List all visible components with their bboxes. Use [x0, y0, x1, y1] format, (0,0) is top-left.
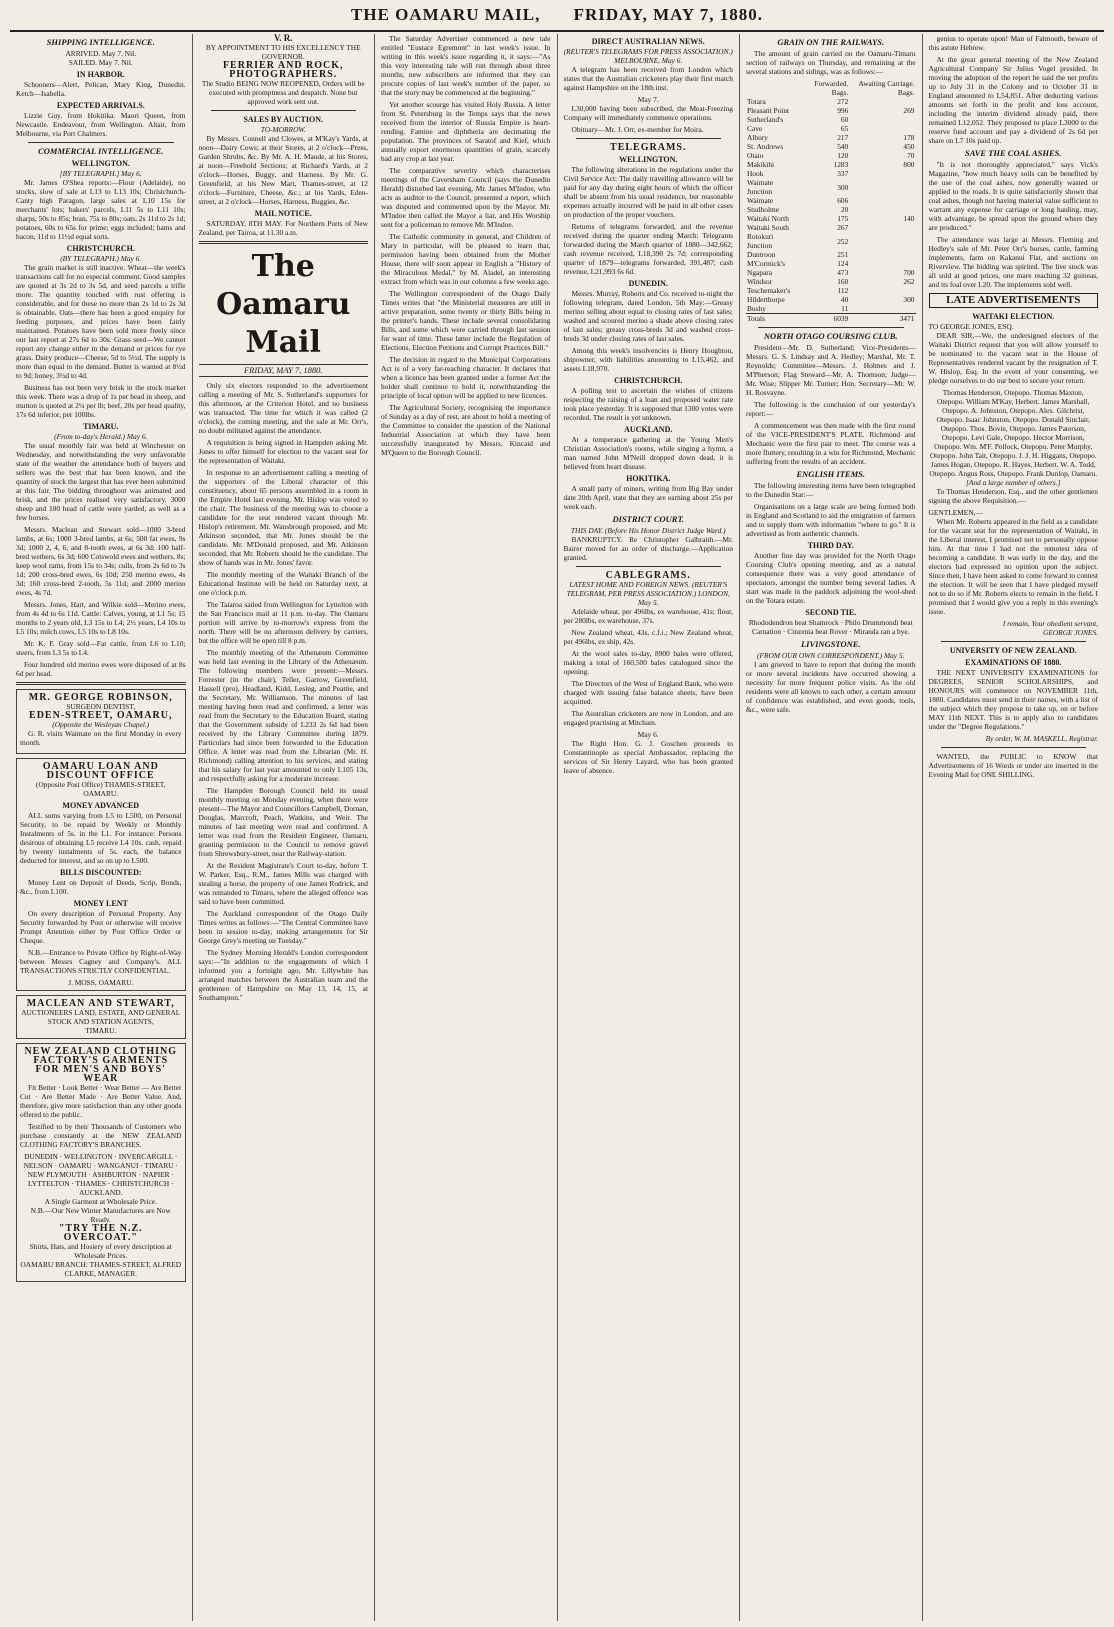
news-p7: The Agricultural Society, recognising the importance of Sunday as a day of rest, are about to hold a meeting of the Committee to consider the question of the National Industrial Association at which they have been successfully inaugurated by Messrs. Kincaid and M'Queen to the Borough Council.	[381, 403, 551, 457]
editorial-p4: The monthly meeting of the Waitaki Branch of the Educational Institute will be held on Saturday next, at one o'clock p.m.	[198, 570, 368, 597]
grain-row	[746, 196, 916, 205]
auction-body: By Messrs. Connell and Clowes, at M'Kay's Yards, at noon—Dairy Cows; at their Stores, at 2 o'clock—Press, Garden Shrubs, &c. By Mr. A. H. Maude, at his Stores, at noon—Freehold Sections; at Richard's Yards, at 2 o'clock—Horses, Buggy, and Harness. By Mr. G. Greenfield, at his New Mart, Thames-street, at 12 o'clock—Furniture, Cheese, &c.; at his Yards, Eden-street, at 2 o'clock—Horses, Harness, Buggies, &c.	[198, 134, 368, 206]
timaru-text-3: Messrs. Jones, Hart, and Wilkie sold—Merino ewes, from 4s 4d to 6s 11d. Cattle: Calves, young, at L1 5s; 15 months to 2 years old, L3 15s to L4; 2½ years, L4 10s to L5 10s; milch cows, L5 10s to L8 10s.	[16, 600, 186, 636]
loan-advertisement	[16, 758, 186, 991]
grain-row	[746, 160, 916, 169]
maclean-title: MACLEAN AND STEWART,	[26, 998, 175, 1009]
money-heading: MONEY LENT	[73, 899, 128, 908]
grain-row	[746, 268, 916, 277]
timaru-text-2: Messrs. Maclean and Stewart sold—1000 3-bred lambs, at 6s; 1000 3-bred lambs, at 6s; 500 fat ewes, 9s 3d; 1000 2, 4, 6, and 8-tooth ewes, at 6s 3d; 100 half-bred wethers, 6s 3d; 600 Cotswold ewes and wethers, 8s; keep wool rams, from 15s to 34s; culls, from 2s 6d to 3s 1d; 200 cross-bred ewes, 6s 10d; 250 merino ewes, 4s 3d; 160 cross-bred 2-tooth, 5s 11d; and 2000 merino ewes, 4s 7d.	[16, 525, 186, 597]
grain-row	[746, 205, 916, 214]
grain-station: Makikihi	[747, 160, 775, 169]
third-day-p1: Another fine day was provided for the North Otago Coursing Club's opening meeting, and as a natural consequence there was a very good attendance of spectators, amongst the number being several ladies. A start was made in the paddock adjoining the wool-shed on the Totara estate.	[746, 551, 916, 605]
loan-signature: J. MOSS, OAMARU.	[68, 978, 134, 987]
editorial-p7: The Hampden Borough Council held its usual monthly meeting on Monday evening, when there were present—The Mayor and Councillors Campbell, Dornan, Douglas, Marcroft, Peach, Watkins, and Weir. The minutes of last meeting were read and confirmed. A letter was read from the Resident Engineer, Oamaru, granting permission to the Council to remove gravel from Shrewsbury-street, near the Railway-station.	[198, 786, 368, 858]
christchurch-sub: (BY TELEGRAPH.) May 6.	[60, 254, 142, 263]
timaru-heading: TIMARU.	[83, 422, 119, 431]
grain-forwarded: 267	[837, 223, 849, 232]
loan-body: ALL sums varying from L5 to L500, on Personal Security, to be repaid by Weekly or Monthly Instalments of 5s. in the L1. For instance: Persons desirous of obtaining L5 receive L4 10s. cash, repaid by twenty instalments of 5s. each, the balance deducted for interest, and so on up to L500.	[20, 811, 182, 865]
district-court-heading: DISTRICT COURT.	[612, 514, 684, 524]
grain-forwarded: 217	[837, 133, 849, 142]
editorial-p1: Only six electors responded to the advertisement calling a meeting of Mr. S. Sutherland's supporters for this afternoon, at the Criterion Hotel, and no business was transacted. The time for which it was called (2 o'clock), the coming meeting, and the sale at Mr. Orr's, no doubt militated against the attendance.	[198, 381, 368, 435]
grain-station: Hilderthorpe	[747, 295, 785, 304]
grain-awaiting	[849, 250, 915, 259]
grain-awaiting	[849, 304, 915, 314]
grain-forwarded: 65	[840, 124, 849, 133]
editorial-p10: The Sydney Morning Herald's London correspondent says:—"In addition to the engagements of which I informed you a fortnight ago, Mr. Lillywhite has arranged matches between the Australian team and the gentlemen of Hampshire on May 13, 14, 15, at Southampton."	[198, 948, 368, 1002]
dateline: FRIDAY, MAY 7, 1880.	[199, 364, 369, 377]
grain-forwarded: 11	[841, 304, 849, 313]
grain-row	[746, 124, 916, 133]
maclean-town: TIMARU.	[85, 1026, 117, 1035]
grain-row	[746, 232, 916, 250]
photo-title: FERRIER AND ROCK, PHOTOGRAPHERS.	[222, 60, 344, 80]
column-3	[375, 34, 558, 1621]
tel-hokitika-heading: HOKITIKA.	[626, 474, 671, 483]
news-p5: The Wellington correspondent of the Otago Daily Times writes that "the Ministerial measures are still in active preparation, some twenty or thirty Bills being in the printer's hands. These include several consolidating Bills, and some which were carried through last session for want of time. These latter include the Regulation of Elections, Election Petitions and Corrupt Practices Bill."	[381, 289, 551, 352]
christchurch-text: The grain market is still inactive. Wheat—the week's transactions call for no especial comment. Good samples are quoted at 3s 2d to 3s 5d, and seed parcels a trifle more. The quantity touched with rust offering is considerable, and for these no more than 2s 1d to 2s 3d is obtainable. Oats—there has been a good enquiry for feeding purposes, and prices have been fairly maintained. Potatoes have been sold more freely since our last report at 27s 6d to 30s. Grass seed—We cannot report any change either in the demand or prices for rye grass. Dairy produce—Cheese, 5d to 5½d. The supply is more than equal to the demand. Butter is wanted at 8½d to 9d; honey, 3½d to 4d.	[16, 263, 186, 380]
grain-total-awaiting: 3471	[849, 314, 915, 324]
divider	[758, 327, 904, 328]
grain-awaiting: 300	[903, 295, 915, 304]
district-court-text: BANKRUPTCY. Re Christopher Galbraith.—Mr. Bairer moved for an order of discharge.—Application granted.	[563, 535, 733, 562]
grain-awaiting: 269	[903, 106, 915, 115]
grain-header-row	[746, 79, 916, 97]
expected-text: Lizzie Guy, from Hokitika. Maori Queen, from Newcastle. Endeavour, from Wellington. Altair, from Melbourne, via Port Chalmers.	[16, 111, 186, 138]
editorial-p3: In response to an advertisement calling a meeting of the supporters of the Liberal character of this constituency, about 65 persons assembled in a room in the Empire Hotel last evening. Mr. Hislop was voted to the chair. The business of the meeting was to choose a candidate for the seat rendered vacant through Mr. Hislop's retirement. Mr. Wansbrough proposed, and Mr. Atkinson seconded, that Mr. Jones should be the candidate. Mr. M'Donald proposed, and Mr. Atkinson seconded, that Mr. Roberts should be the candidate. The show of hands was in Mr. Jones' favor.	[198, 468, 368, 567]
grain-row	[746, 304, 916, 314]
bills-heading: BILLS DISCOUNTED:	[59, 868, 142, 877]
grain-forwarded: 40	[840, 295, 849, 304]
waitaki-election-heading: WAITAKI ELECTION.	[972, 312, 1055, 321]
grain-forwarded: 20	[840, 205, 849, 214]
clothing-wholesale: A Single Garment at Wholesale Price.	[44, 1197, 157, 1206]
cable-p2: New Zealand wheat, 43s, c.f.i.; New Zealand wheat, per 496lbs, ex ship, 42s.	[563, 628, 733, 646]
shipping-heading: SHIPPING INTELLIGENCE.	[46, 37, 155, 47]
clothing-testified: Testified to by their Thousands of Customers who purchase constantly at the NEW ZEALAND CLOTHING FACTORY'S BRANCHES.	[20, 1122, 182, 1149]
divider	[941, 641, 1087, 642]
signatories: Thomas Henderson, Otepopo. Thomas Maxton, Otepopo. William M'Kay, Herbert. James Marshall, Otepopo. A. Johnston, Otepopo. Alex. Gilchrist, Otepopo. Isaac Johnston, Otepopo. Donald Sinclair, Otepopo. Thos. Bovie, Otepopo. James Paterson, Otepopo. Levi Gale, Otepopo. Hector Morrison, Otepopo. Wm. M'F. Pollock, Otepopo. Peter Murphy, Otepopo. John Tait, Otepopo. J. J. H. Higgans, Otepopo. James Hogan, Otepopo. R. Hayes, Herbert. W. A. Todd, Otepopo. Angus Ross, Otepopo. Frank Dunlop, Oamaru.	[929, 388, 1098, 478]
second-tie-heading: SECOND TIE.	[805, 608, 857, 617]
grain-row	[746, 142, 916, 151]
masthead-paper: THE OAMARU MAIL,	[351, 5, 541, 24]
christchurch-heading: CHRISTCHURCH.	[66, 244, 135, 253]
divider	[576, 138, 722, 139]
divider	[16, 682, 186, 685]
grain-forwarded: 300	[837, 182, 849, 192]
reply-text: When Mr. Roberts appeared in the field as a candidate for the vacant seat for the representation of Waitaki, in the Liberal interest, I promised not to personally oppose him. At that time I had not the remotest idea of becoming a candidate. It was early in the day, and the electors had expressed no opinion upon the subject. Since then, I have been asked to come forward to contest the election. It will be seen that I have pledged myself not to do so if Mr. Roberts elects to remain in the field. I promised that I would give you a reply in this evening's issue.	[928, 517, 1098, 616]
dentist-advertisement	[16, 689, 186, 754]
reply-to: To Thomas Henderson, Esq., and the other gentlemen signing the above Requisition.—	[928, 487, 1098, 505]
tel-wellington-text: The following alterations in the regulations under the Civil Service Act: The daily travelling allowance will be paid for any day during eight hours of which the officer shall be absent from his usual residence, but reasonable expenses actually incurred will be paid in all other cases on production of the proper vouchers.	[563, 165, 733, 219]
loan-sub: MONEY ADVANCED	[62, 801, 140, 810]
grain-station: Waimate Junction	[747, 178, 774, 196]
cable-date2: May 6.	[637, 730, 659, 739]
auction-heading: SALES BY AUCTION.	[243, 115, 323, 124]
grain-row	[746, 97, 916, 106]
auction-sub: TO-MORROW.	[260, 125, 306, 134]
english-p2: Organisations on a large scale are being formed both in England and Scotland to aid the emigration of farmers and to supply them with information "where to go." It is advertised as from authentic channels.	[746, 502, 916, 538]
tel-returns-text: Returns of telegrams forwarded, and the revenue received during the quarter ending March: Telegrams forwarded during the March quarter of 1880—342,662; cash revenue received, L18,390 2s 7d; corresponding quarter of 1879—telegrams forwarded, 391,487; cash revenue, L21,993 6s 6d.	[563, 222, 733, 276]
cablegrams-sub: LATEST HOME AND FOREIGN NEWS. (REUTER'S TELEGRAM, PER PRESS ASSOCIATION.) LONDON, May 5.	[566, 580, 730, 607]
requisition-text: DEAR SIR,—We, the undersigned electors of the Waitaki District request that you will allow yourself to be nominated to the vacant seat in the House of Representatives rendered vacant by the resignation of T. W. Hislop, Esq. In the event of your consenting, we pledge ourselves to do our best to secure your return.	[928, 331, 1098, 385]
grain-awaiting: 262	[903, 277, 915, 286]
expected-heading: EXPECTED ARRIVALS.	[56, 101, 145, 110]
news-p4: The Catholic community in general, and Children of Mary in particular, will be pleased to learn that, permission having been obtained from the Mother House, there will soon appear in English a "History of the Miraculous Medal," by M. Aladel, an interesting extract from which was in our columns a few weeks ago.	[381, 232, 551, 286]
district-court-sub: THIS DAY. (Before His Honor District Judge Ward.)	[570, 526, 726, 535]
clothing-overcoat: "TRY THE N.Z. OVERCOAT."	[58, 1223, 143, 1243]
grain-forwarded: 540	[837, 142, 849, 151]
tel-auckland-text: At a temperance gathering at the Young Men's Christian Association's rooms, while singing a hymn, a man named John M'Neill dropped down dead, it is believed from heart disease.	[563, 435, 733, 471]
wellington-heading: WELLINGTON.	[71, 159, 130, 168]
tel-wellington-heading: WELLINGTON.	[619, 155, 678, 164]
grain-station: Waimate	[747, 196, 774, 205]
addressee: TO GEORGE JONES, ESQ.	[928, 322, 1014, 331]
clothing-advertisement	[16, 1043, 186, 1282]
grain-row	[746, 277, 916, 286]
cable-p4: The Directors of the West of England Bank, who were charged with issuing false balance sheets, have been acquitted.	[563, 679, 733, 706]
bills-text: Money Lent on Deposit of Deeds, Scrip, Bonds, &c., from L100.	[20, 878, 182, 896]
grain-row	[746, 151, 916, 160]
grain-total-label: Totals	[746, 314, 799, 324]
tel-dunedin-text-2: Among this week's insolvencies is Henry Houghton, shipowner, with liabilities amounting to L15,462, and assets L18,970.	[563, 346, 733, 373]
column-5	[740, 34, 923, 1621]
photo-appointment: BY APPOINTMENT TO HIS EXCELLENCY THE GOVERNOR.	[205, 43, 361, 61]
grain-station: Albury	[747, 133, 768, 142]
direct-date2: May 7.	[637, 95, 659, 104]
divider	[211, 110, 357, 111]
timaru-text: The usual monthly fair was held at Winchester on Wednesday, and notwithstanding the very unfavorable state of the weather the attendance both of buyers and sellers was the best that has been known, and the quantity of stock the largest that has ever been submitted at this fair. The bidding throughout was animated and brisk, and the prices realised very satisfactory. 3000 sheep and 100 head of cattle were yarded, as well as a few horses.	[16, 441, 186, 522]
photo-body: The Studio BEING NOW REOPENED, Orders will be executed with promptness and despatch. None but approved work sent out.	[201, 79, 365, 106]
grain-station: Studholme	[747, 205, 780, 214]
direct-heading: DIRECT AUSTRALIAN NEWS.	[591, 37, 705, 46]
grain-forwarded: 606	[837, 196, 849, 205]
grain-awaiting: 450	[903, 142, 915, 151]
grain-col-station	[746, 79, 799, 97]
maclean-body: AUCTIONEERS LAND, ESTATE, AND GENERAL STOCK AND STATION AGENTS,	[21, 1008, 181, 1026]
grain-awaiting: 140	[903, 214, 915, 223]
grain-station: Pleasant Point	[747, 106, 790, 115]
grain-row	[746, 223, 916, 232]
grain-awaiting: 800	[903, 160, 915, 169]
wellington-sub: [BY TELEGRAPH.] May 6.	[59, 169, 142, 178]
grain-station: St. Andrews	[747, 142, 784, 151]
grain-awaiting	[849, 205, 915, 214]
grain-row	[746, 106, 916, 115]
grain-awaiting: 70	[907, 151, 915, 160]
grain-station: Totara	[747, 97, 766, 106]
grain-station: Otaio	[747, 151, 764, 160]
grain-station: Ngapara	[747, 268, 773, 277]
grain-station: Sutherland's	[747, 115, 784, 124]
grain-station: Rotokuri Junction	[747, 232, 774, 250]
grain-awaiting	[849, 223, 915, 232]
grain-intro: The amount of grain carried on the Oamaru-Timaru section of railways on Thursday, and remaining at the several stations and sidings, was as follows:—	[746, 49, 916, 76]
divider	[28, 142, 174, 143]
grain-station: Waitaki North	[747, 214, 789, 223]
wanted-advertisement: WANTED, the PUBLIC to KNOW that Advertisements of 16 Words or under are inserted in the Evening Mail for ONE SHILLING.	[928, 752, 1098, 779]
grain-row	[746, 214, 916, 223]
grain-row	[746, 295, 916, 304]
divider	[199, 241, 369, 244]
column-4	[558, 34, 741, 1621]
coursing-p3: A commencement was then made with the first round of the VICE-PRESIDENT'S PLATE. Richmond and Mechanic were the first pair to meet. The course was a more fluttery, resulting in a win for Richmond, Mechanic suffering from the results of an accident.	[746, 421, 916, 466]
clothing-branch: OAMARU BRANCH: THAMES-STREET, ALFRED CLARKE, MANAGER.	[20, 1260, 182, 1278]
loan-address: (Opposite Post Office) THAMES-STREET, OAMARU.	[35, 780, 166, 798]
grain-awaiting	[849, 169, 915, 178]
shipping-arrived: ARRIVED. May 7. Nil.	[65, 49, 137, 58]
dentist-note: (Opposite the Wesleyan Chapel.)	[52, 720, 150, 729]
grain-station: Cave	[747, 124, 763, 133]
signatories-more: [And a large number of others.]	[965, 478, 1061, 487]
dentist-address: EDEN-STREET, OAMARU,	[29, 710, 173, 721]
paper-title: The Oamaru Mail	[216, 249, 351, 360]
money-text: On every description of Personal Property. Any Security forwarded by Post or otherwise will receive Prompt Attention either by Post Office Order or Cheque.	[20, 909, 182, 945]
christchurch-text-2: Business has not been very brisk in the stock market this week. There was a drop of 1s per head in sheep, and mutton is quoted at 2¼ per lb; beef, 20s per head quality, 17s 6d inferior, per 100lbs.	[16, 383, 186, 419]
grain-forwarded: 996	[837, 106, 849, 115]
grain-row	[746, 169, 916, 178]
reply-signature: GEORGE JONES.	[1042, 628, 1098, 637]
clothing-branches: DUNEDIN · WELLINGTON · INVERCARGILL · NELSON · OAMARU · WANGANUI · TIMARU · NEW PLYMOUTH · ASHBURTON · NAPIER · LYTTELTON · THAMES · CHRISTCHURCH · AUCKLAND.	[23, 1152, 178, 1197]
cablegrams-heading: CABLEGRAMS.	[605, 570, 691, 581]
column-2	[193, 34, 376, 1621]
telegrams-heading: TELEGRAMS.	[610, 142, 687, 153]
direct-p3: Obituary—Mr. J. Orr, ex-member for Moira.	[571, 125, 704, 134]
third-day-heading: THIRD DAY.	[807, 541, 854, 550]
direct-p1: A telegram has been received from London which states that the Australian cricketers play their first match against Hampshire on the 18th inst.	[563, 65, 733, 92]
editorial-p5: The Taiaroa sailed from Wellington for Lyttelton with the San Francisco mail at 11 p.m. to-day. The Oamaru portion will arrive by to-morrow's express from the north. There will be no afternoon delivery by carriers, but the office will be open till 8 p.m.	[198, 600, 368, 645]
grain-col-awaiting: Awaiting Carriage. Bags.	[858, 79, 915, 97]
grain-forwarded: 175	[837, 214, 849, 223]
grain-station: Teschemaker's	[747, 286, 791, 295]
coursing-p1: President—Mr. D. Sutherland; Vice-Presidents—Messrs. G. S. Lindsay and A. Hedley; Marshal, Mr. T. Reynolds; Committee—Messrs. J. Holmes and J. M'Pherson; Flag Steward—Mr. A. Thomson; Judge—Mr. Wise; Slipper Mr. Turner; Hon. Secretary—Mr. W. H. Rosvayne.	[746, 343, 916, 397]
timaru-text-4: Mr. K. F. Gray sold—Fat cattle, from L6 to L10; steers, from L3 5s to L4.	[16, 639, 186, 657]
grain-row	[746, 178, 916, 196]
coursing-heading: NORTH OTAGO COURSING CLUB.	[763, 331, 898, 341]
grain-forwarded: 251	[837, 250, 849, 259]
exams-signature: By order, W. M. MASKELL, Registrar.	[985, 734, 1098, 743]
reply-salutation: GENTLEMEN,—	[928, 508, 983, 517]
grain-row	[746, 133, 916, 142]
grain-awaiting	[849, 286, 915, 295]
grain-station: Windsor	[747, 277, 773, 286]
second-tie-lines: Rhododendron beat Shamrock · Philo Drummondi beat Carnation · Cinzenia beat Rover · Miranda ran a bye.	[748, 618, 913, 636]
grain-forwarded: 120	[837, 151, 849, 160]
save-ashes-heading: SAVE THE COAL ASHES.	[964, 148, 1062, 158]
livingstone-sub: (FROM OUR OWN CORRESPONDENT.) May 5.	[757, 651, 905, 660]
direct-p2: L30,000 having been subscribed, the Meat-Freezing Company will immediately commence operations.	[563, 104, 733, 122]
cable-p6: The Right Hon. G. J. Goschen proceeds to Constantinople as special Ambassador, replacing the services of Sir Henry Layard, who has been granted leave of absence.	[563, 739, 733, 775]
grain-table	[746, 79, 916, 323]
tel-christchurch-heading: CHRISTCHURCH.	[614, 376, 683, 385]
divider	[941, 747, 1087, 748]
save-ashes-text: "It is not thoroughly appreciated," says Vick's Magazine, "how much heavy soils can be benefited by the use of the coal ashes, now generally wasted or applied to the roads. It is quite satisfactorily shown that coal ashes, though not having material value sufficient to warrant any expense for carriage or long hauling, may, with advantage, be spread upon the ground where they are produced."	[928, 160, 1098, 232]
direct-sub: (REUTER'S TELEGRAMS FOR PRESS ASSOCIATION.) MELBOURNE, May 6.	[563, 47, 733, 65]
dentist-visits: G. R. visits Waimate on the first Monday in every month.	[20, 729, 182, 747]
livingstone-heading: LIVINGSTONE.	[800, 639, 861, 649]
col6-p3: The attendance was large at Messrs. Fleming and Hedley's sale of Mr. Peter Orr's horses, cattle, farming implements, farm on Kakanui Flat, and sections on Riverview. The bidding was spirited. The live stock was all sold at good prices, one mare reaching 32 guineas, and its foal over L20. The implements sold well.	[928, 235, 1098, 289]
grain-forwarded: 473	[837, 268, 849, 277]
editorial-p6: The monthly meeting of the Athenæum Committee was held last evening in the Library of the Athenæum. The following members were present:—Messrs. Forrester (in the chair), Teller, Garrow, Greenfield, Hassell (pro), Headland, Kidd, Lesing, and Peattie, and the Secretary, Mr. Williamson. The minutes of last meeting having been read and confirmed, a letter was read from the Secretary to the Education Board, stating that the Government subsidy of L233 2s 6d had been received by the Library Committee during 1879. Particulars had since been forwarded to the Education Office. A letter was read from the Librarian (Mr. H. Richmond) calling attention to his services, and stating that his salary for last year amounted to only L105 13s, and respectfully asking for a moderate increase.	[198, 648, 368, 783]
grain-col-forwarded: Forwarded. Bags.	[814, 79, 849, 97]
late-advertisements-heading: LATE ADVERTISEMENTS	[929, 293, 1099, 308]
tel-dunedin-heading: DUNEDIN.	[628, 279, 668, 288]
grain-rows	[746, 97, 916, 314]
grain-station: Duntroon	[747, 250, 776, 259]
grain-station: Waitaki South	[747, 223, 789, 232]
grain-row	[746, 259, 916, 268]
timaru-text-5: Four hundred old merino ewes were disposed of at 8s 6d per head.	[16, 660, 186, 678]
shipping-sailed: SAILED. May 7. Nil.	[68, 58, 133, 67]
in-harbor-heading: IN HARBOR.	[76, 70, 125, 79]
grain-station: Bushy	[747, 304, 766, 313]
grain-row	[746, 115, 916, 124]
grain-forwarded: 112	[837, 286, 849, 295]
col6-p1: genius to operate upon! Man of Falmouth, beware of this astute Hebrew.	[928, 34, 1098, 52]
cable-p5: The Australian cricketers are now in London, and are engaged practising at Mitcham.	[563, 709, 733, 727]
clothing-shirts: Shirts, Hats, and Hosiery of every description at Wholesale Prices.	[29, 1242, 172, 1260]
masthead-separator	[554, 5, 559, 25]
grain-awaiting	[849, 115, 915, 124]
grain-row	[746, 286, 916, 295]
grain-total-forwarded: 6039	[799, 314, 849, 324]
grain-awaiting	[849, 97, 915, 106]
grain-heading: GRAIN ON THE RAILWAYS.	[777, 37, 885, 47]
grain-total-row	[746, 314, 916, 324]
exams-heading: EXAMINATIONS OF 1880.	[965, 658, 1062, 667]
column-1	[10, 34, 193, 1621]
editorial-p2: A requisition is being signed in Hampden asking Mr. Jones to offer himself for election to the vacant seat for the representation of Waitaki.	[198, 438, 368, 465]
news-p1: The Saturday Advertiser commenced a new tale entitled "Eustace Egremont" in last week's issue. In writing in this week's issue regarding it, it says:—"As this very interesting tale will run through about three months, new subscribers are informed that they can procure copies of last week's number of the paper, so that the story may be commenced at the beginning."	[381, 34, 551, 97]
royal-crest-icon: V. R.	[273, 34, 293, 43]
reply-remain: I remain, Your obedient servant,	[1002, 619, 1098, 628]
cable-p3: At the wool sales to-day, 8900 bales were offered, making a total of 160,500 bales catalogued since the opening.	[563, 649, 733, 676]
loan-title: OAMARU LOAN AND DISCOUNT OFFICE	[42, 761, 159, 781]
dentist-name: MR. GEORGE ROBINSON,	[28, 692, 173, 703]
tel-christchurch-text: A polling test to ascertain the wishes of citizens respecting the raising of a loan and proposed water rate took place yesterday. It is supposed that 1300 votes were recorded. The result is yet unknown.	[563, 386, 733, 422]
cable-p1: Adelaide wheat, per 496lbs, ex warehouse, 41s; flour, per 280lbs, ex warehouse, 37s.	[563, 607, 733, 625]
livingstone-p1: I am grieved to have to report that during the month or more several incidents have occurred showing a necessity for more frequent police visits. As the old residents were all known to each other, a certain amount of confidence was established, and even goods, tools, &c., were safe.	[746, 660, 916, 714]
maclean-advertisement	[16, 995, 186, 1039]
grain-station: Hook	[747, 169, 764, 178]
grain-forwarded: 124	[837, 259, 849, 268]
grain-awaiting	[849, 178, 915, 196]
news-p2: Yet another scourge has visited Holy Russia. A letter from St. Petersburg in the Temps says that the news received from the interior of Russia Empire is heart-rending. Famine and diphtheria are decimating the population. The provinces of Saratof and Kief, which annually export enormous quantities of grain, scarcely had any crop at last year.	[381, 100, 551, 163]
grain-forwarded: 160	[837, 277, 849, 286]
commercial-heading: COMMERCIAL INTELLIGENCE.	[38, 146, 164, 156]
grain-awaiting	[849, 259, 915, 268]
loan-nb: N.B.—Entrance to Private Office by Right-of-Way between Messrs Cagney and Company's. ALL TRANSACTIONS STRICTLY CONFIDENTIAL.	[20, 948, 182, 975]
tel-dunedin-text: Messrs. Murray, Roberts and Co. received to-night the following telegram, dated London, 5th May:—Greasy merino selling about equal to closing rates of last sales; washed and scoured merino a shade above closing rates of last sales; greasy cross-breds 3d and washed cross-breds 3d under closing rates of last sales.	[563, 289, 733, 343]
grain-station: M'Cormick's	[747, 259, 785, 268]
dentist-title: SURGEON DENTIST,	[66, 702, 136, 711]
timaru-sub: (From to-day's Herald.) May 6.	[54, 432, 148, 441]
university-heading: UNIVERSITY OF NEW ZEALAND.	[949, 646, 1077, 655]
grain-awaiting	[849, 124, 915, 133]
grain-forwarded: 272	[837, 97, 849, 106]
coursing-p2: The following is the conclusion of our yesterday's report:—	[746, 400, 916, 418]
tel-auckland-heading: AUCKLAND.	[624, 425, 673, 434]
columns	[10, 34, 1104, 1621]
grain-awaiting	[849, 196, 915, 205]
mail-heading: MAIL NOTICE.	[254, 209, 312, 218]
editorial-p9: The Auckland correspondent of the Otago Daily Times writes as follows:—"The Central Committee have been in session to-day, making arrangements for Sir George Grey's meeting on Tuesday."	[198, 909, 368, 945]
masthead-date: FRIDAY, MAY 7, 1880.	[573, 5, 763, 24]
clothing-nb: N.B.—Our New Winter Manufactures are Now Ready.	[30, 1206, 171, 1224]
clothing-lines: Fit Better · Look Better · Wear Better — Are Better Cut · Are Better Made · Are Better Value. And, therefore, give more satisfaction than any other goods offered to the public.	[20, 1083, 182, 1119]
grain-forwarded: 1283	[833, 160, 849, 169]
grain-awaiting	[849, 232, 915, 250]
clothing-title: NEW ZEALAND CLOTHING FACTORY'S GARMENTS FOR MEN'S AND BOYS' WEAR	[24, 1046, 178, 1084]
wellington-text: Mr. James O'Shea reports:—Flour (Adelaide), no stocks, slow of sale at L13 to L13 10s; Christchurch-Canty high Paragon, large sales at L10 15s for merchants' lots; bakers' parcels, L11 5s to L11 10s; sharps, 50s to 85s; bran, 75s to 80s; oats, 2s 11d to 2s 1d; potatoes, 60s to 65s for prime; eggs included; hams and bacon, 11d to 11½d equal sorts.	[16, 178, 186, 241]
mail-body: SATURDAY, 8TH MAY. For Northern Ports of New Zealand, per Tairoa, at 11.30 a.m.	[198, 219, 368, 237]
grain-forwarded: 252	[837, 236, 849, 246]
exams-text: THE NEXT UNIVERSITY EXAMINATIONS for DEGREES, SENIOR SCHOLARSHIPS, and HONOURS will commence on NOVEMBER 11th, 1880. Candidates must send in their names, with a list of the subject which they propose to take up, on or before MAY 11th NEXT. This is to apply also to candidates under the "Degree Regulations."	[928, 668, 1098, 731]
masthead	[10, 0, 1104, 32]
news-p3: The comparative severity which characterises meetings of the Caversham Council (says the Dunedin Herald) disturbed last evening. Mr. James M'Indoe, who acts as auditor to the Council, presented a report, which was disputed and commented upon by the Mayor. Mr. M'Indoe then called the Mayor a liar, and His Worship sent for a policeman to remove Mr. M'Indoe.	[381, 166, 551, 229]
grain-awaiting: 700	[903, 268, 915, 277]
editorial-p8: At the Resident Magistrate's Court to-day, before T. W. Parker, Esq., R.M., James Mills was charged with stealing a horse, the property of one James Rodrick, and was remanded to Timaru, where the alleged offence was said to have been committed.	[198, 861, 368, 906]
tel-hokitika-text: A small party of miners, writing from Big Bay under date 20th April, state that they are earning about 25s per week each.	[563, 484, 733, 511]
grain-forwarded: 337	[837, 169, 849, 178]
english-heading: ENGLISH ITEMS.	[796, 469, 865, 479]
in-harbor-text: Schooners—Alert, Pelican, Mary King, Dunedin. Ketch—Isabella.	[16, 80, 186, 98]
grain-forwarded: 60	[840, 115, 849, 124]
col6-p2: At the great general meeting of the New Zealand Agricultural Company Sir Julius Vogel presided. In moving the adoption of the report he said the net profits up to July 31 in the Colony and to October 31 in England amounted to L54,851. After deducting various amounts set forth in the profit and loss account, including the interim dividend already paid, there remained L12,052. They proposed to place L3000 to the reserve fund account and pay a dividend of 2s 6d per share on L7 10s paid up.	[928, 55, 1098, 145]
news-p6: The decision in regard to the Municipal Corporations Act is of a very far-reaching character. It declares that when a licence has been granted under a former Act the holder shall continue to hold it, notwithstanding the principle of local option will be applied to new licences.	[381, 355, 551, 400]
grain-row	[746, 250, 916, 259]
grain-awaiting: 178	[903, 133, 915, 142]
english-p1: The following interesting items have been telegraphed to the Dunedin Star:—	[746, 481, 916, 499]
column-6	[923, 34, 1105, 1621]
divider	[576, 566, 722, 567]
